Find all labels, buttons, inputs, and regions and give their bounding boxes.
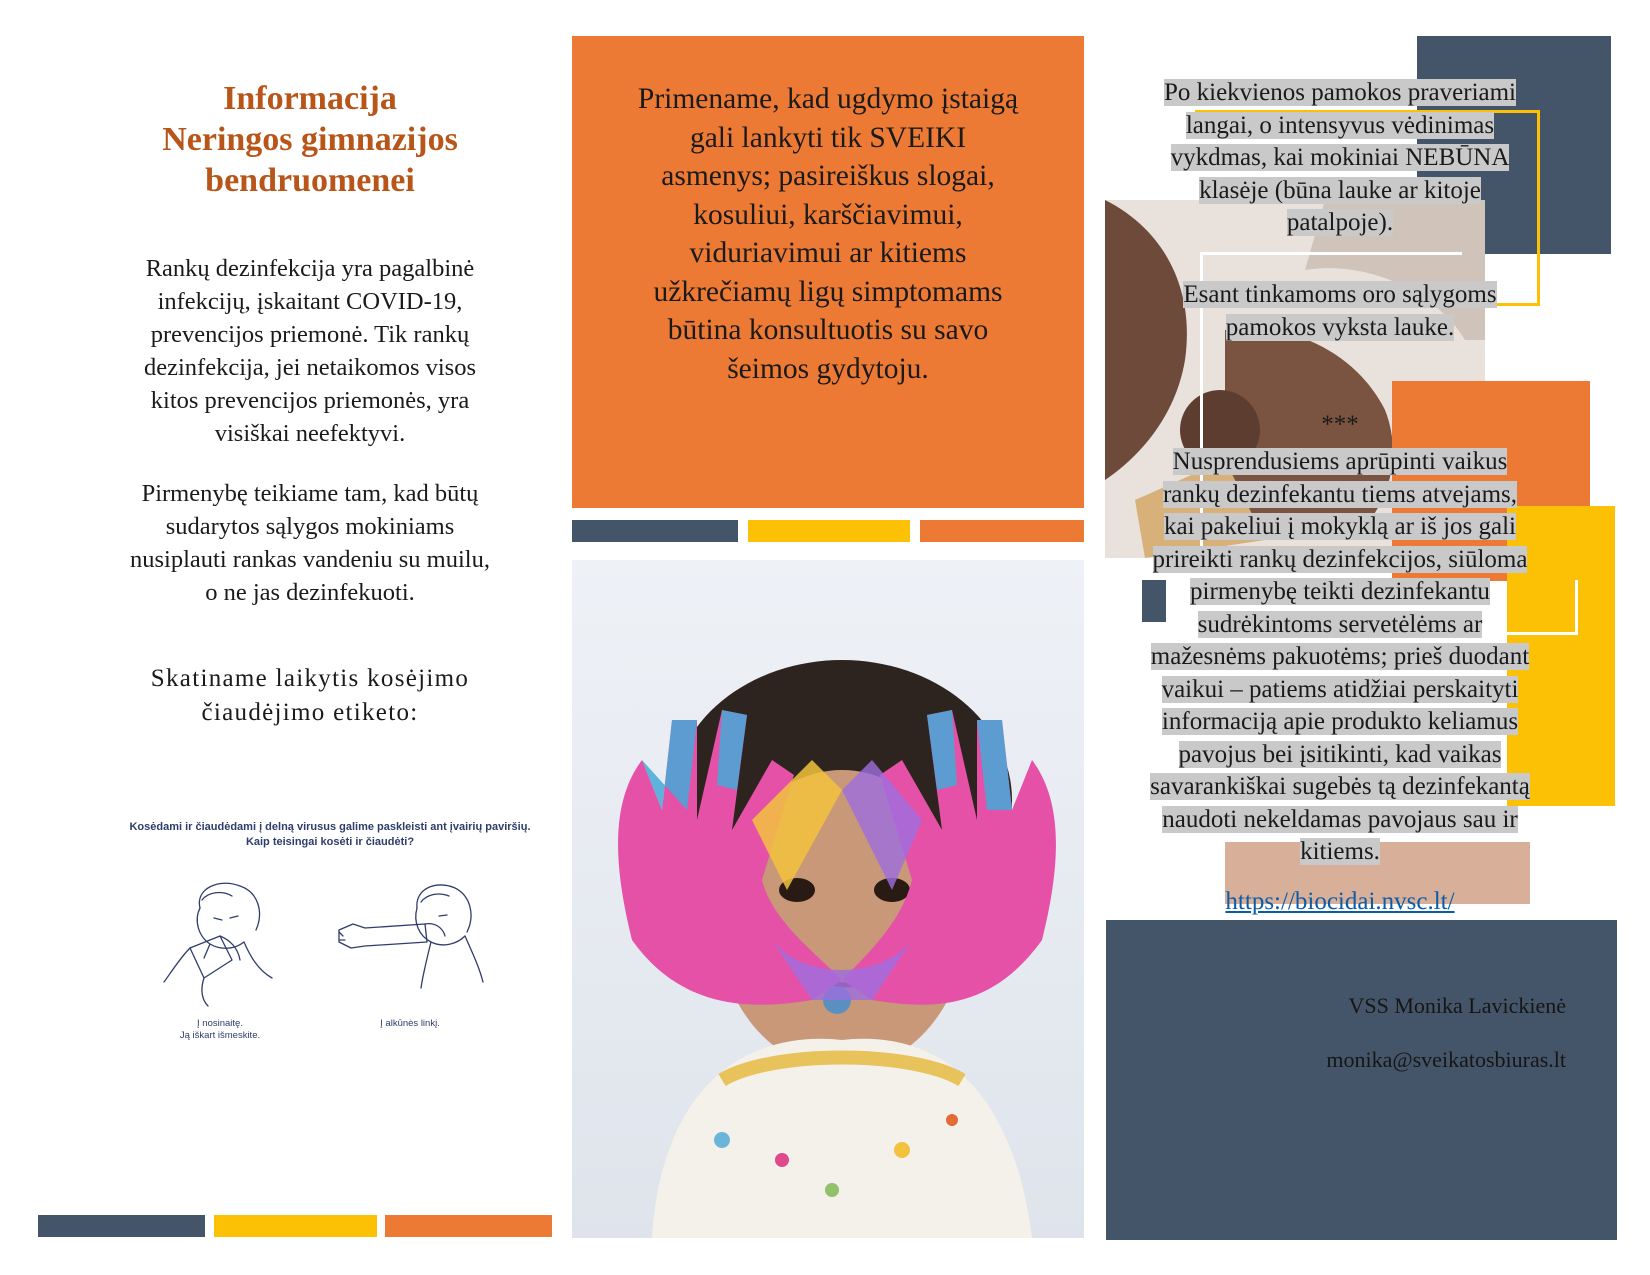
text-line: rankų dezinfekantu tiems atvejams, [1162, 480, 1518, 508]
text-line: nusiplauti rankas vandeniu su muilu, [130, 546, 490, 573]
hand-disinfection-paragraph [85, 252, 535, 450]
text-line: pirmenybę teikti dezinfekantu [1190, 578, 1490, 605]
text-line: pamokos vyksta lauke. [1225, 313, 1455, 341]
hand-washing-paragraph [85, 477, 535, 609]
text-line: viduriavimui ar kitiems [689, 237, 967, 269]
page-title [95, 78, 525, 201]
etiquette-illustration-panel [110, 820, 550, 1045]
author-email[interactable]: monika@sveikatosbiuras.lt [1326, 1047, 1566, 1072]
person-coughing-into-elbow-icon [335, 878, 485, 1008]
text-line: prevencijos priemonė. Tik rankų [150, 321, 470, 348]
accent-bar-navy [38, 1215, 205, 1237]
accent-bar-gold [214, 1215, 377, 1237]
text-line: vaikui – patiems atidžiai perskaityti [1161, 675, 1519, 703]
text-line: Po kiekvienos pamokos praveriami [1163, 79, 1516, 106]
text-line: čiaudėjimo etiketo: [201, 699, 419, 726]
text-line: kai pakeliui į mokyklą ar iš jos gali [1163, 513, 1516, 540]
text-line: užkrečiamų ligų simptomams [653, 275, 1003, 308]
title-line: Informacija [223, 80, 397, 117]
text-line: kitos prevencijos priemonės, yra [150, 387, 470, 414]
heading-line: Kaip teisingai kosėti ir čiaudėti? [245, 836, 415, 848]
text-line: vykdmas, kai mokiniai NEBŪNA [1170, 144, 1510, 171]
heading-line: Kosėdami ir čiaudėdami į delną virusus galime paskleisti ant įvairių paviršių. [129, 821, 531, 833]
text-line: sudrėkintoms servetėlėms ar [1197, 610, 1483, 638]
title-line: bendruomenei [205, 162, 415, 199]
biocides-link-row [1105, 886, 1575, 919]
text-line: Esant tinkamoms oro sąlygoms [1183, 281, 1497, 308]
text-line: Rankų dezinfekcija yra pagalbinė [145, 255, 475, 282]
text-line: Nusprendusiems aprūpinti vaikus [1172, 448, 1508, 475]
accent-bar-gold [748, 520, 910, 542]
etiquette-heading [110, 820, 550, 850]
ventilation-text [1105, 77, 1575, 240]
text-line: patalpoje). [1286, 209, 1394, 236]
text-line: pavojus bei įsitikinti, kad vaikas [1178, 740, 1502, 768]
biocides-link[interactable]: https://biocidai.nvsc.lt/ [1225, 888, 1455, 915]
text-line: Skatiname laikytis kosėjimo [150, 665, 470, 692]
etiquette-intro [85, 662, 535, 730]
accent-bar-navy [572, 520, 738, 542]
text-line: naudoti nekeldamas pavojaus sau ir [1162, 805, 1518, 833]
child-painted-hands-photo [572, 560, 1084, 1238]
text-line: kosuliui, karščiavimui, [693, 198, 963, 231]
decor-outline-white [1200, 252, 1462, 255]
text-line: infekcijų, įskaitant COVID-19, [157, 288, 463, 315]
author-name: VSS Monika Lavickienė [1348, 993, 1566, 1018]
text-line: prireikti rankų dezinfekcijos, siūloma [1152, 545, 1528, 573]
text-line: mažesnėms pakuotėms; prieš duodant [1150, 643, 1530, 670]
text-line: dezinfekcija, jei netaikomos visos [143, 354, 477, 381]
outdoor-lessons-text [1105, 279, 1575, 344]
text-line: informaciją apie produkto keliamus [1161, 708, 1519, 735]
text-line: kitiems. [1300, 838, 1380, 865]
text-line: asmenys; pasireiškus slogai, [661, 160, 995, 192]
accent-bar-orange [920, 520, 1084, 542]
accent-bar-orange [385, 1215, 552, 1237]
title-line: Neringos gimnazijos [162, 121, 458, 158]
disinfectant-advice-text [1105, 446, 1575, 869]
text-line: savarankiškai sugebės tą dezinfekantą [1150, 773, 1530, 800]
text-line: gali lankyti tik SVEIKI [689, 121, 967, 154]
text-line: sudarytos sąlygos mokiniams [165, 513, 455, 540]
text-line: Pirmenybę teikiame tam, kad būtų [141, 480, 479, 507]
tissue-caption: Į nosinaitę. Ją iškart išmeskite. [179, 1018, 261, 1041]
text-line: langai, o intensyvus vėdinimas [1185, 111, 1495, 139]
elbow-caption: Į alkūnės linkį. [380, 1018, 440, 1029]
text-line: Primename, kad ugdymo įstaigą [637, 83, 1019, 115]
text-line: būtina konsultuotis su savo [667, 314, 989, 346]
health-notice-text [572, 80, 1084, 388]
text-line: šeimos gydytoju. [727, 352, 929, 385]
text-line: klasėje (būna lauke ar kitoje [1199, 176, 1481, 204]
contact-card [1106, 920, 1617, 1240]
separator: *** [1321, 411, 1359, 438]
text-line: o ne jas dezinfekuoti. [205, 579, 415, 606]
text-line: visiškai neefektyvi. [214, 420, 406, 447]
person-sneezing-into-tissue-icon [160, 878, 280, 1008]
